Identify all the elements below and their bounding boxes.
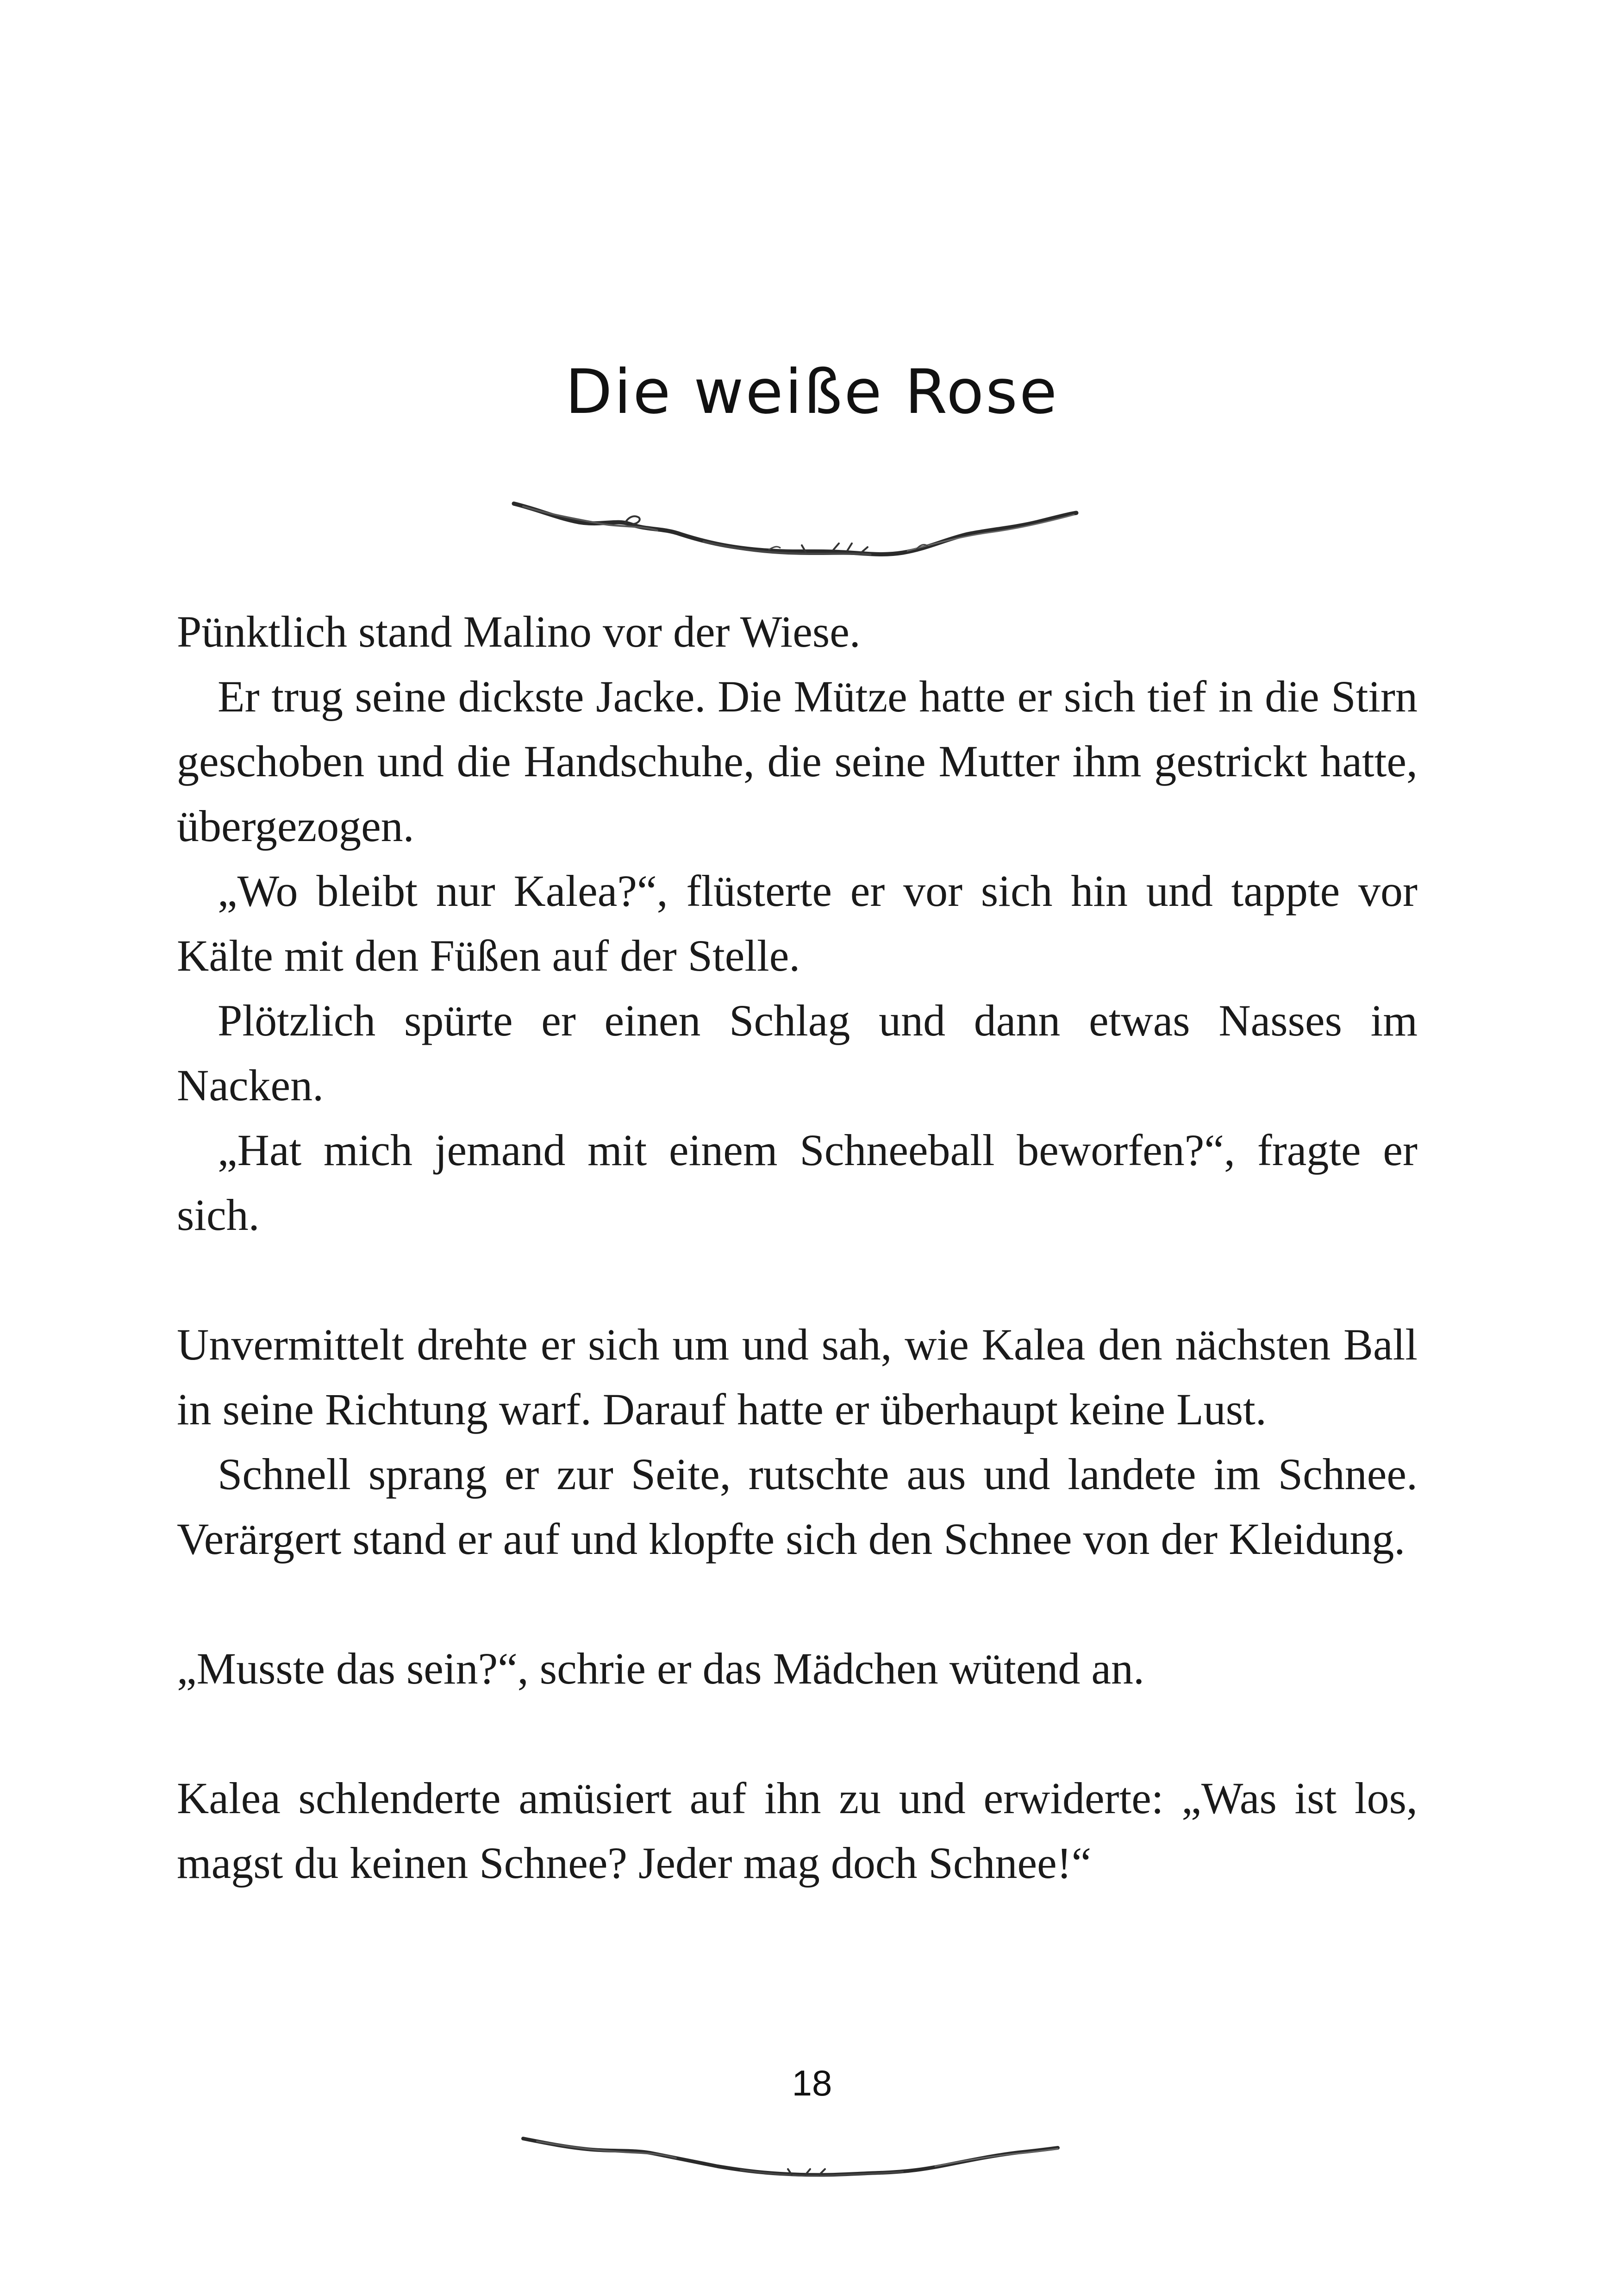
paragraph: Schnell sprang er zur Seite, rutschte aus und landete im Schnee. Verärgert stand er auf und klopfte sich den Schnee von der Kleidung.: [177, 1449, 1418, 1564]
paragraph: Er trug seine dickste Jacke. Die Mütze hatte er sich tief in die Stirn geschoben und die Handschuhe, die seine Mutter ihm gestrickt hatte, übergezogen.: [177, 672, 1418, 851]
paragraph: Kalea schlenderte amüsiert auf ihn zu und erwiderte: „Was ist los, magst du keinen Schnee? Jeder mag doch Schnee!“: [177, 1773, 1418, 1888]
twig-divider-icon: [509, 495, 1079, 579]
paragraph: „Wo bleibt nur Kalea?“, flüsterte er vor sich hin und tappte vor Kälte mit den Füßen auf der Stelle.: [177, 866, 1418, 980]
twig-divider-icon: [518, 2129, 1060, 2199]
paragraph: Unvermittelt drehte er sich um und sah, wie Kalea den nächsten Ball in seine Richtung warf. Darauf hatte er überhaupt keine Lust.: [177, 1320, 1418, 1434]
paragraph: Plötzlich spürte er einen Schlag und dann etwas Nasses im Nacken.: [177, 996, 1418, 1110]
chapter-title: Die weiße Rose: [565, 356, 1059, 428]
paragraph: Pünktlich stand Malino vor der Wiese.: [177, 607, 861, 656]
page-number: 18: [792, 2063, 832, 2103]
paragraph: „Musste das sein?“, schrie er das Mädchen wütend an.: [177, 1644, 1144, 1693]
paragraph: „Hat mich jemand mit einem Schneeball beworfen?“, fragte er sich.: [177, 1125, 1418, 1240]
chapter-body: [177, 599, 1418, 1896]
